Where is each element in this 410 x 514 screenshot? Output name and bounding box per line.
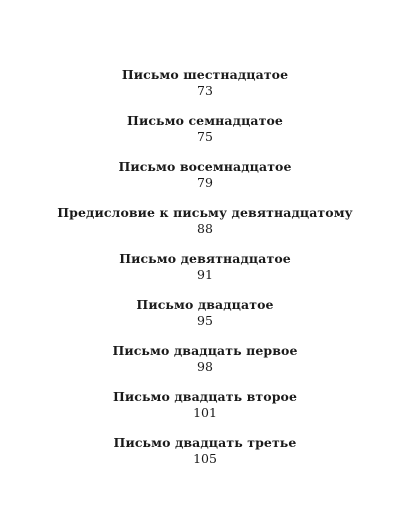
toc-entry-page-number: 98 [197, 359, 213, 374]
toc-entry[interactable] [0, 297, 410, 343]
toc-entry-page-number: 79 [197, 175, 213, 190]
toc-entry[interactable] [0, 389, 410, 435]
toc-entry-title: Письмо шестнадцатое [121, 67, 289, 82]
toc-entry[interactable] [0, 205, 410, 251]
toc-entry-title: Письмо двадцать третье [113, 435, 297, 450]
toc-entry-page-number: 95 [197, 313, 213, 328]
toc-entry-page-number: 91 [197, 267, 213, 282]
toc-entry-title: Предисловие к письму девятнадцатому [57, 205, 353, 220]
table-of-contents [0, 67, 410, 481]
toc-entry[interactable] [0, 113, 410, 159]
toc-entry-title: Письмо девятнадцатое [119, 251, 291, 266]
toc-entry-title: Письмо двадцать второе [112, 389, 298, 404]
toc-entry[interactable] [0, 251, 410, 297]
toc-entry-page-number: 101 [193, 405, 217, 420]
toc-entry-title: Письмо двадцать первое [112, 343, 298, 358]
toc-entry-page-number: 73 [197, 83, 213, 98]
toc-entry-title: Письмо семнадцатое [127, 113, 283, 128]
toc-entry[interactable] [0, 67, 410, 113]
toc-entry[interactable] [0, 159, 410, 205]
toc-entry-title: Письмо восемнадцатое [118, 159, 292, 174]
toc-entry[interactable] [0, 435, 410, 481]
toc-entry-page-number: 75 [197, 129, 213, 144]
toc-entry[interactable] [0, 343, 410, 389]
toc-entry-page-number: 88 [197, 221, 213, 236]
toc-entry-title: Письмо двадцатое [136, 297, 274, 312]
toc-entry-page-number: 105 [193, 451, 217, 466]
